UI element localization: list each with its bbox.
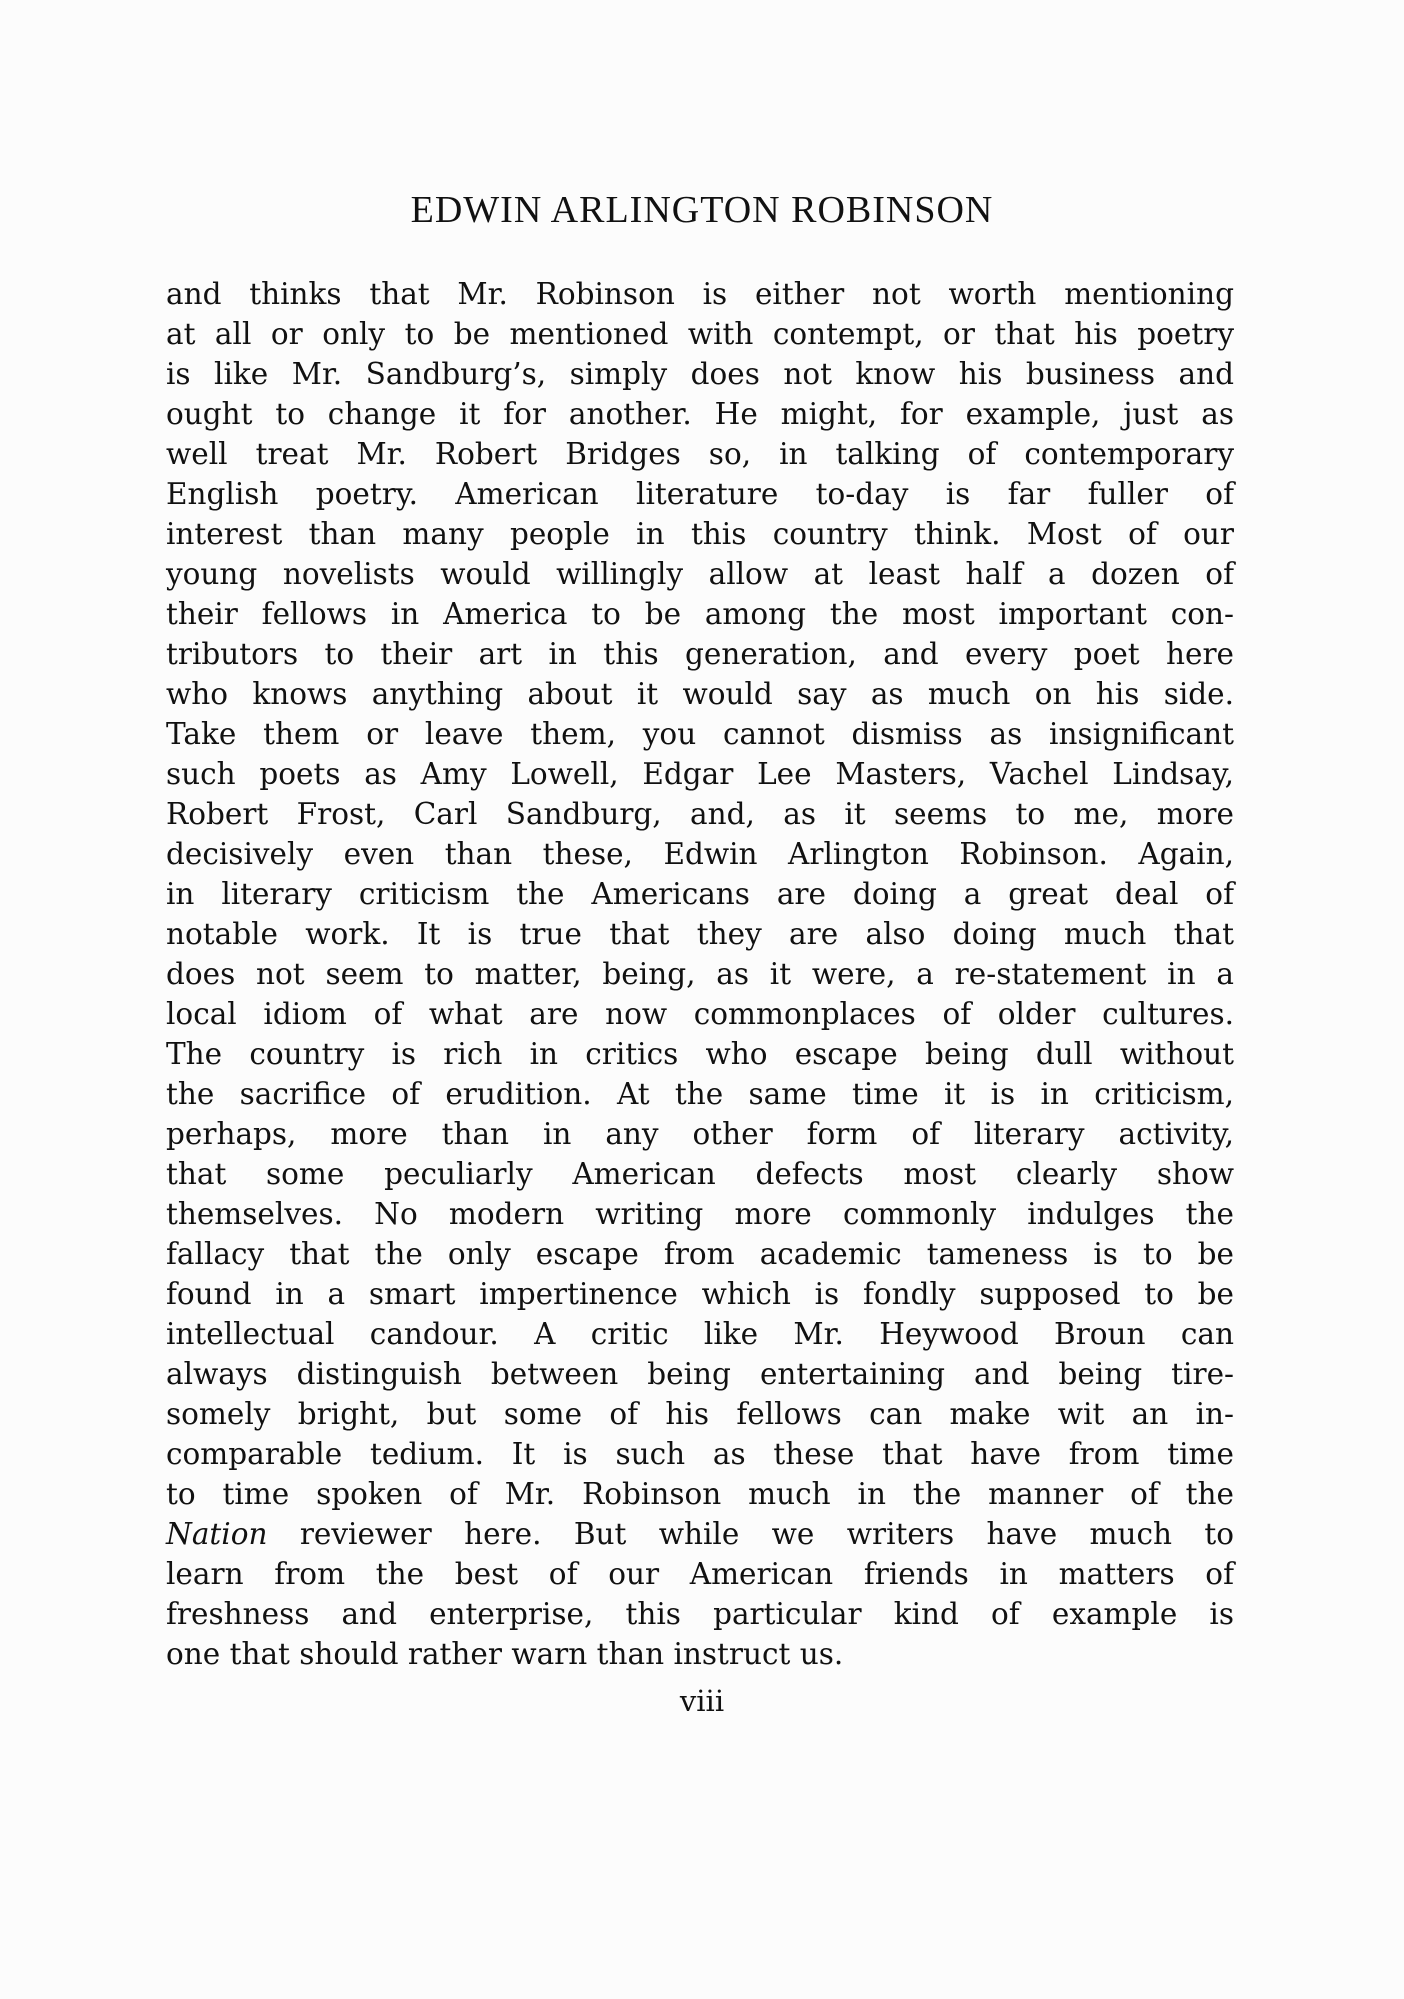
text-line: at all or only to be mentioned with contempt, or that his poetry [166, 317, 1234, 351]
text-line: in literary criticism the Americans are doing a great deal of [166, 877, 1234, 911]
text-line-last: one that should rather warn than instruct us. [166, 1637, 844, 1671]
text-line: Take them or leave them, you cannot dismiss as insignificant [166, 717, 1234, 751]
text-line: the sacrifice of erudition. At the same time it is in criticism, [166, 1077, 1234, 1111]
text-line: fallacy that the only escape from academic tameness is to be [166, 1237, 1234, 1271]
text-line: is like Mr. Sandburg’s, simply does not know his business and [166, 357, 1234, 391]
text-line: learn from the best of our American friends in matters of [166, 1557, 1234, 1591]
text-line: ought to change it for another. He might, for example, just as [166, 397, 1234, 431]
page-number: viii [679, 1684, 725, 1718]
text-line: perhaps, more than in any other form of literary activity, [166, 1117, 1234, 1151]
text-line: such poets as Amy Lowell, Edgar Lee Masters, Vachel Lindsay, [166, 757, 1234, 791]
text-line: tributors to their art in this generation, and every poet here [166, 637, 1234, 671]
italic-publication-title: Nation [166, 1517, 268, 1551]
text-line: their fellows in America to be among the most important con- [166, 597, 1234, 631]
text-line: interest than many people in this country think. Most of our [166, 517, 1234, 551]
text-line: Robert Frost, Carl Sandburg, and, as it seems to me, more [166, 797, 1234, 831]
text-line: freshness and enterprise, this particular kind of example is [166, 1597, 1234, 1631]
text-line: does not seem to matter, being, as it were, a re-statement in a [166, 957, 1234, 991]
text-line: intellectual candour. A critic like Mr. Heywood Broun can [166, 1317, 1234, 1351]
text-line: and thinks that Mr. Robinson is either not worth mentioning [166, 277, 1234, 311]
text-line: somely bright, but some of his fellows can make wit an in- [166, 1397, 1234, 1431]
text-line: found in a smart impertinence which is fondly supposed to be [166, 1277, 1234, 1311]
text-line: comparable tedium. It is such as these that have from time [166, 1437, 1234, 1471]
text-line-with-italic-title [166, 1514, 1234, 1554]
line-remainder: reviewer here. But while we writers have much to [267, 1517, 1234, 1551]
text-line: local idiom of what are now commonplaces of older cultures. [166, 997, 1234, 1031]
text-line: that some peculiarly American defects most clearly show [166, 1157, 1234, 1191]
body-paragraph [166, 274, 1234, 1674]
text-line: The country is rich in critics who escape being dull without [166, 1037, 1234, 1071]
text-line: themselves. No modern writing more commonly indulges the [166, 1197, 1234, 1231]
text-line: well treat Mr. Robert Bridges so, in talking of contemporary [166, 437, 1234, 471]
text-line: to time spoken of Mr. Robinson much in the manner of the [166, 1477, 1234, 1511]
text-line: always distinguish between being entertaining and being tire- [166, 1357, 1234, 1391]
text-line: who knows anything about it would say as much on his side. [166, 677, 1234, 711]
text-line: young novelists would willingly allow at least half a dozen of [166, 557, 1234, 591]
text-line: decisively even than these, Edwin Arlington Robinson. Again, [166, 837, 1234, 871]
running-head: EDWIN ARLINGTON ROBINSON [410, 189, 994, 231]
text-line: English poetry. American literature to-day is far fuller of [166, 477, 1234, 511]
text-line: notable work. It is true that they are also doing much that [166, 917, 1234, 951]
